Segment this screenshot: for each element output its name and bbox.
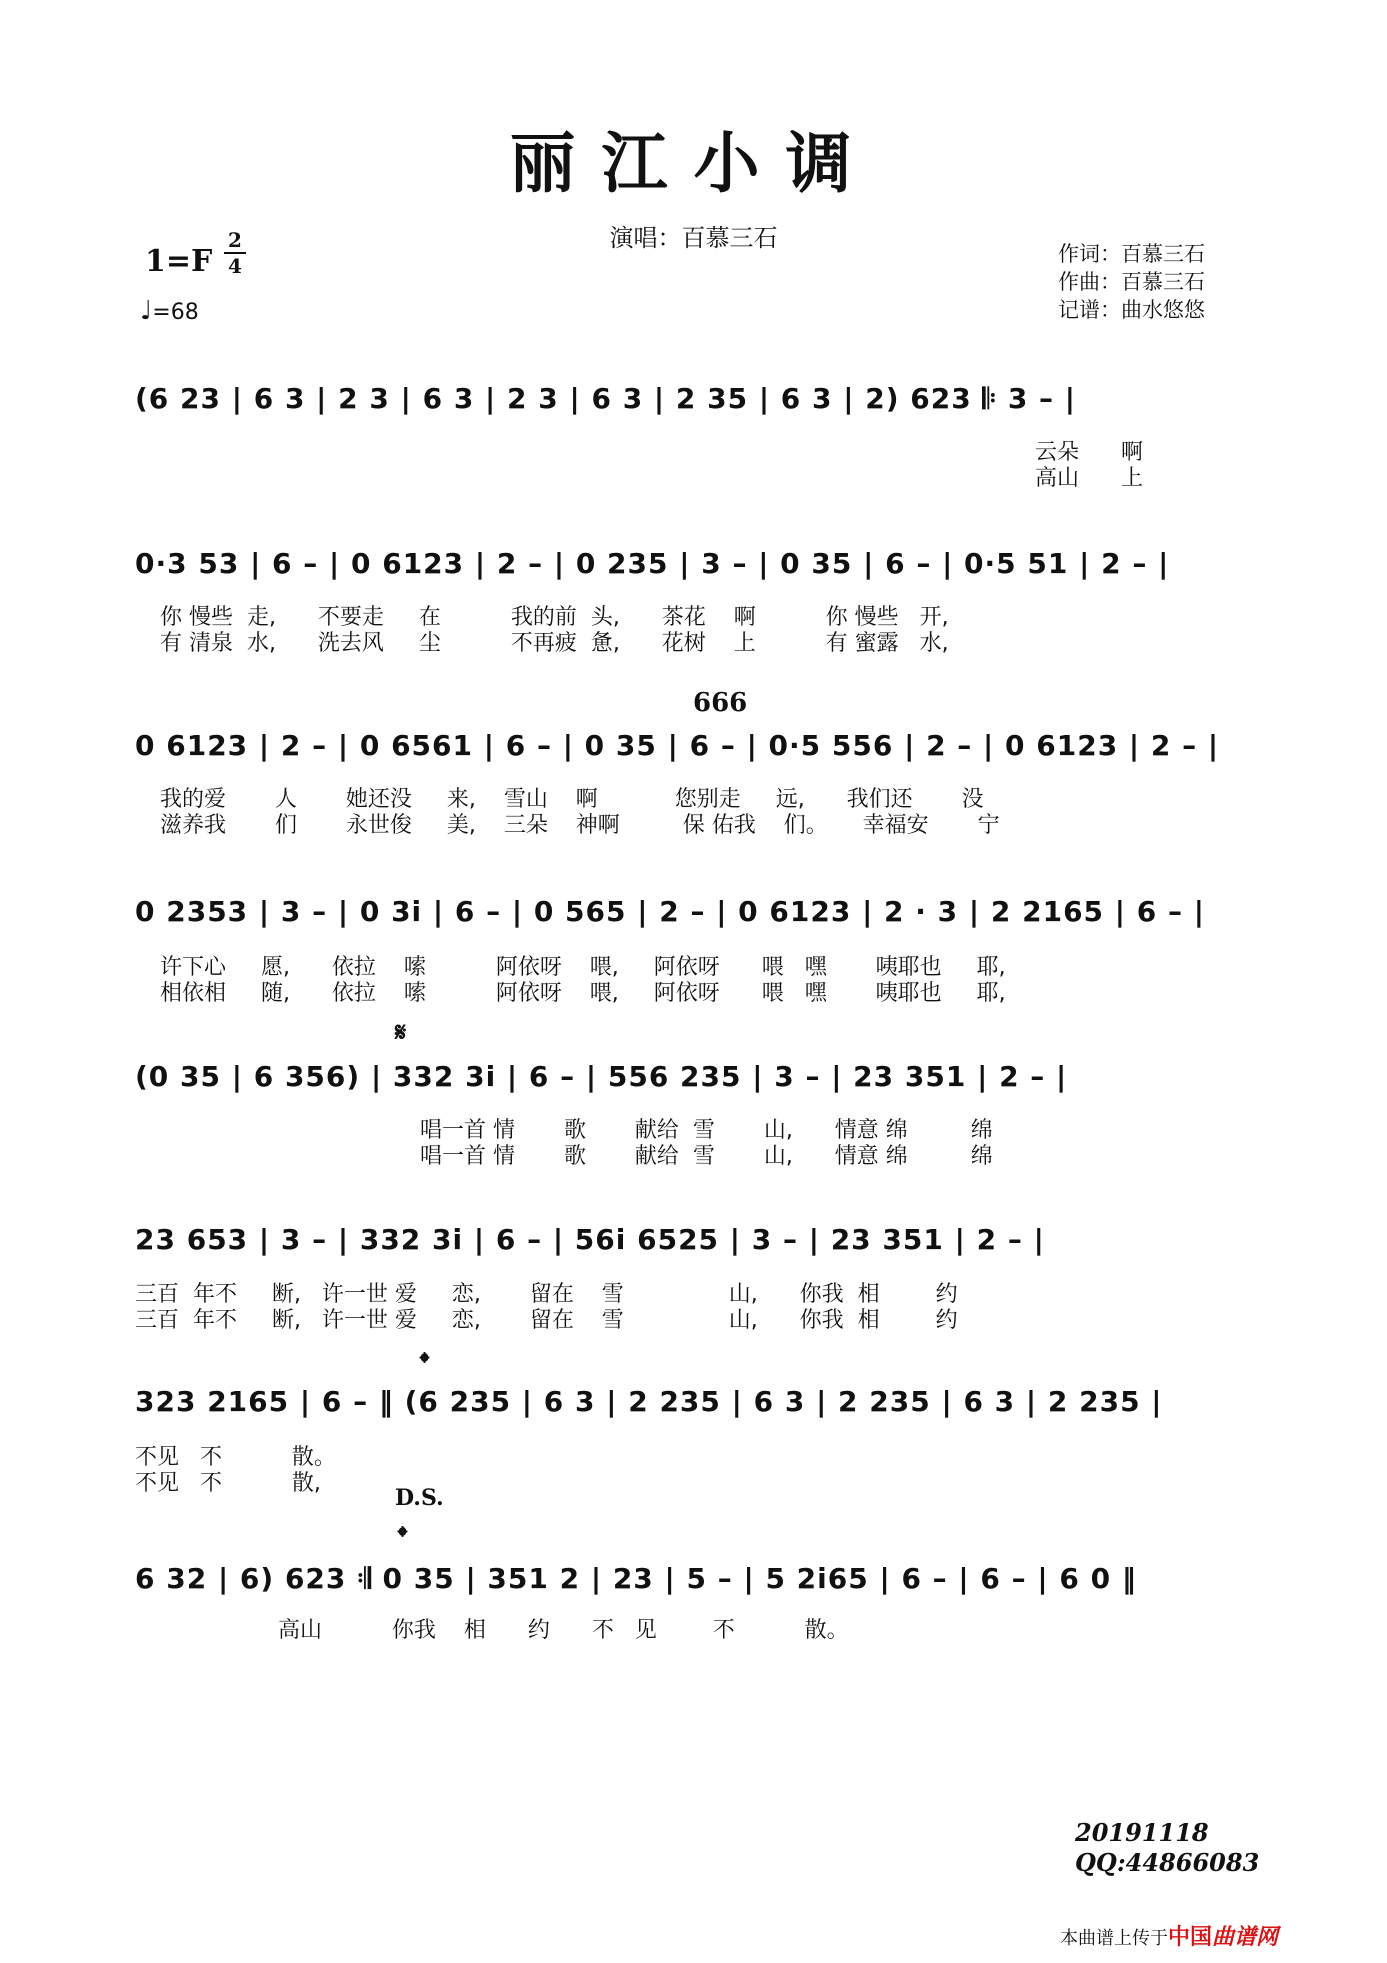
tuplet-overline: 666 [693, 688, 748, 718]
notation-line: 23 653 | 3 – | 332 3i | 6 – | 56i 6525 | 3 – | 23 351 | 2 – | [135, 1223, 1045, 1256]
notation-line: 0 2353 | 3 – | 0 3i | 6 – | 0 565 | 2 – | 0 6123 | 2 · 3 | 2 2165 | 6 – | [135, 895, 1205, 928]
date: 20191118 [1075, 1818, 1209, 1847]
tempo-value: =68 [152, 300, 199, 325]
lyrics-verse-2: 三百 年不 断, 许一世 爱 恋, 留在 雪 山, 你我 相 约 [135, 1308, 958, 1333]
brand-logo-text: 中国 [1168, 1925, 1213, 1950]
footer-watermark [1060, 1920, 1278, 1951]
coda-icon: 𝄌 [420, 1348, 429, 1378]
notation-line: 0 6123 | 2 – | 0 6561 | 6 – | 0 35 | 6 – | 0·5 556 | 2 – | 0 6123 | 2 – | [135, 729, 1220, 762]
lyrics-verse-2: 相依相 随, 依拉 嗦 阿依呀 喂, 阿依呀 喂 嘿 咦耶也 耶, [160, 981, 1006, 1006]
date-stamp [1075, 1818, 1259, 1878]
lyrics-verse-1: 不见 不 散。 [135, 1445, 336, 1470]
lyrics-verse-1: 许下心 愿, 依拉 嗦 阿依呀 喂, 阿依呀 喂 嘿 咦耶也 耶, [160, 955, 1006, 980]
time-signature [224, 228, 246, 278]
song-title: 丽江小调 [509, 124, 878, 202]
time-sig-bottom: 4 [228, 254, 242, 278]
transcriber-credit: 记谱：曲水悠悠 [1058, 298, 1205, 322]
qq-contact: QQ:44866083 [1075, 1848, 1260, 1877]
lyrics-verse-1: 高山 你我 相 约 不 见 不 散。 [278, 1618, 849, 1643]
notation-line: (6 23 | 6 3 | 2 3 | 6 3 | 2 3 | 6 3 | 2 35 | 6 3 | 2) 623 𝄆 3 – | [135, 382, 1077, 415]
score-row-2 [135, 540, 1245, 588]
notation-line: 6 32 | 6) 623 𝄇 0 35 | 351 2 | 23 | 5 – | 5 2i65 | 6 – | 6 – | 6 0 ‖ [135, 1562, 1137, 1595]
score-row-6 [135, 1216, 1245, 1264]
notation-line: (0 35 | 6 356) | 332 3i | 6 – | 556 235 | 3 – | 23 351 | 2 – | [135, 1060, 1068, 1093]
lyrics-verse-2: 唱一首 情 歌 献给 雪 山, 情意 绵 绵 [420, 1144, 993, 1169]
lyricist-credit: 作词：百慕三石 [1058, 242, 1205, 266]
brand-logo-text-2: 曲谱网 [1212, 1925, 1279, 1950]
score-row-7 [135, 1378, 1245, 1426]
score-row-5 [135, 1053, 1245, 1101]
lyrics-verse-1: 你 慢些 走, 不要走 在 我的前 头, 茶花 啊 你 慢些 开, [160, 605, 949, 630]
lyrics-verse-1: 唱一首 情 歌 献给 雪 山, 情意 绵 绵 [420, 1118, 993, 1143]
lyrics-verse-1: 我的爱 人 她还没 来, 雪山 啊 您别走 远, 我们还 没 [160, 787, 984, 812]
segno-icon: 𝄋 [395, 1018, 407, 1048]
lyrics-verse-2: 滋养我 们 永世俊 美, 三朵 神啊 保 佑我 们。 幸福安 宁 [160, 813, 1000, 838]
quarter-note-icon: ♩ [140, 296, 153, 326]
time-sig-top: 2 [228, 228, 242, 252]
composer-credit: 作曲：百慕三石 [1058, 270, 1205, 294]
key-signature: 1=F [145, 244, 213, 279]
lyrics-verse-2: 有 清泉 水, 洗去风 尘 不再疲 惫, 花树 上 有 蜜露 水, [160, 631, 949, 656]
performer-credit: 演唱：百慕三石 [609, 224, 778, 252]
notation-line: 0·3 53 | 6 – | 0 6123 | 2 – | 0 235 | 3 – | 0 35 | 6 – | 0·5 51 | 2 – | [135, 547, 1170, 580]
lyrics-verse-1: 云朵 啊 [1035, 440, 1143, 465]
lyrics-verse-2: 高山 上 [1035, 466, 1143, 491]
credits-block [1058, 240, 1205, 324]
score-row-8 [135, 1555, 1245, 1603]
score-row-4 [135, 888, 1245, 936]
tempo-marking [140, 296, 199, 326]
lyrics-verse-1: 三百 年不 断, 许一世 爱 恋, 留在 雪 山, 你我 相 约 [135, 1282, 958, 1307]
score-row-3 [135, 722, 1245, 770]
lyrics-verse-2: 不见 不 散, [135, 1471, 321, 1496]
coda-icon: 𝄌 [398, 1522, 407, 1552]
score-row-1 [135, 375, 1245, 423]
footer-prefix: 本曲谱上传于 [1060, 1928, 1168, 1949]
dal-segno-marking: D.S. [395, 1485, 444, 1511]
notation-line: 323 2165 | 6 – ‖ (6 235 | 6 3 | 2 235 | 6 3 | 2 235 | 6 3 | 2 235 | [135, 1385, 1163, 1418]
